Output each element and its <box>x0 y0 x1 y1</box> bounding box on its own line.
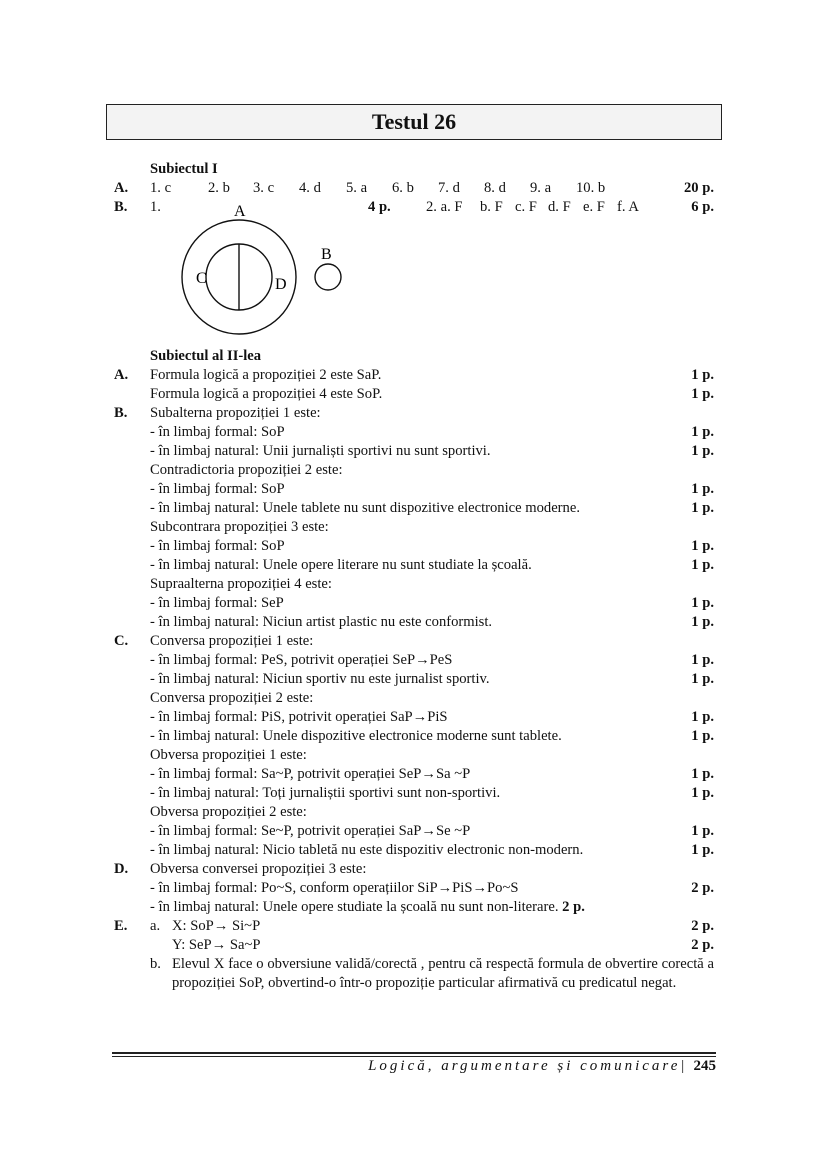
s1-b1-number: 1. <box>150 199 161 215</box>
s2-b-line <box>114 518 714 537</box>
line-points: 1 p. <box>691 842 714 858</box>
line-text: Conversa propoziției 2 este: <box>150 690 314 706</box>
s1-b-label: B. <box>114 199 128 215</box>
line-text: - în limbaj formal: SoP <box>150 538 285 554</box>
label-b: B <box>321 246 332 263</box>
line-text: - în limbaj natural: Niciun sportiv nu este jurnalist sportiv. <box>150 671 490 687</box>
line-text: - în limbaj formal: Po~S, conform operațiilor SiP→PiS→Po~S <box>150 880 519 896</box>
s1-b2-item: c. F <box>515 199 537 215</box>
footer-book-title: Logică, argumentare și comunicare| <box>368 1058 688 1074</box>
s1-b2-item: f. A <box>617 199 639 215</box>
s1-a-label: A. <box>114 180 129 196</box>
line-text: Y: SeP→ Sa~P <box>172 937 261 953</box>
line-text: Contradictoria propoziției 2 este: <box>150 462 343 478</box>
s2-c-line <box>114 746 714 765</box>
s1-b2-points: 6 p. <box>691 199 714 215</box>
s2-c-line <box>114 689 714 708</box>
line-text: - în limbaj formal: Sa~P, potrivit operației SeP→Sa ~P <box>150 766 471 782</box>
s2-a-label: A. <box>114 367 129 383</box>
line-points: 1 p. <box>691 766 714 782</box>
s2-c-line <box>114 822 714 841</box>
line-text: - în limbaj natural: Unii jurnaliști sportivi nu sunt sportivi. <box>150 443 491 459</box>
line-points: 1 p. <box>691 709 714 725</box>
s2-e-b-paragraph <box>150 955 714 993</box>
s2-c-line <box>114 670 714 689</box>
line-points: 1 p. <box>691 557 714 573</box>
s2-a-line <box>114 366 714 385</box>
line-text: Formula logică a propoziției 4 este SoP. <box>150 386 383 402</box>
s2-c-line <box>114 784 714 803</box>
label-a: A <box>234 205 246 220</box>
line-text: - în limbaj formal: SoP <box>150 424 285 440</box>
s2-e-a-number: a. <box>150 918 161 934</box>
line-text: - în limbaj natural: Unele opere literare nu sunt studiate la școală. <box>150 557 532 573</box>
line-points: 2 p. <box>691 880 714 896</box>
line-text: - în limbaj natural: Niciun artist plastic nu este conformist. <box>150 614 493 630</box>
line-text: - în limbaj natural: Nicio tabletă nu este dispozitiv electronic non-modern. <box>150 842 584 858</box>
s2-b-line <box>114 613 714 632</box>
s1-a-item: 9. a <box>530 180 552 196</box>
line-points: 2 p. <box>562 899 585 915</box>
s2-b-line <box>114 537 714 556</box>
line-text: X: SoP→ Si~P <box>172 918 261 934</box>
s1-a-points: 20 p. <box>683 180 714 196</box>
s2-b-line <box>114 499 714 518</box>
circle-b <box>315 264 341 290</box>
label-c: C <box>196 270 207 287</box>
line-points: 1 p. <box>691 500 714 516</box>
line-text: Subcontrara propoziției 3 este: <box>150 519 329 535</box>
line-text: Obversa propoziției 1 este: <box>150 747 307 763</box>
line-text: - în limbaj formal: Se~P, potrivit operației SaP→Se ~P <box>150 823 471 839</box>
s1-b2-item: d. F <box>548 199 571 215</box>
line-text: - în limbaj formal: SeP <box>150 595 284 611</box>
s2-d-line <box>114 860 714 879</box>
line-text: Supraalterna propoziției 4 este: <box>150 576 332 592</box>
line-points: 2 p. <box>691 937 714 953</box>
line-points: 2 p. <box>691 918 714 934</box>
page-footer <box>368 1058 716 1075</box>
line-points: 1 p. <box>691 386 714 402</box>
s2-c-line <box>114 708 714 727</box>
s2-e-line <box>114 936 714 955</box>
label-d: D <box>275 276 287 293</box>
line-text: Obversa conversei propoziției 3 este: <box>150 861 367 877</box>
euler-diagram-svg <box>170 205 410 335</box>
s2-a-line <box>114 385 714 404</box>
s2-d-last-line <box>150 898 585 917</box>
s2-e-b-number: b. <box>150 956 161 972</box>
s2-b-line <box>114 556 714 575</box>
s2-c-line <box>114 632 714 651</box>
s2-c-line <box>114 727 714 746</box>
s2-c-line <box>114 765 714 784</box>
s2-b-label: B. <box>114 405 128 421</box>
line-text: - în limbaj natural: Toți jurnaliștii sportivi sunt non-sportivi. <box>150 785 501 801</box>
s2-c-line <box>114 841 714 860</box>
line-points: 1 p. <box>691 481 714 497</box>
line-points: 1 p. <box>691 728 714 744</box>
page-number: 245 <box>693 1058 716 1074</box>
s2-d-label: D. <box>114 861 129 877</box>
line-points: 1 p. <box>691 443 714 459</box>
subject-2-heading: Subiectul al II-lea <box>150 348 262 364</box>
s2-b-line <box>114 423 714 442</box>
s1-a-item: 4. d <box>299 180 321 196</box>
line-points: 1 p. <box>691 614 714 630</box>
s2-e-b-text: Elevul X face o obversiune validă/corectă , pentru că respectă formula de obvertire corectă a propoziției SoP, obvertind-o într-o propoziție particular afirmativă cu predicatul negat. <box>172 956 714 991</box>
s1-a-item: 10. b <box>576 180 606 196</box>
subject-1-heading-line <box>114 160 714 179</box>
s1-a-item: 1. c <box>150 180 172 196</box>
subject-1-heading: Subiectul I <box>150 161 218 177</box>
line-points: 1 p. <box>691 538 714 554</box>
s2-e-label: E. <box>114 918 128 934</box>
line-points: 1 p. <box>691 785 714 801</box>
line-text: - în limbaj formal: PiS, potrivit operației SaP→PiS <box>150 709 448 725</box>
line-points: 1 p. <box>691 671 714 687</box>
line-points: 1 p. <box>691 424 714 440</box>
s2-d-line <box>114 879 714 898</box>
s2-c-label: C. <box>114 633 129 649</box>
s2-c-line <box>114 651 714 670</box>
line-text: Conversa propoziției 1 este: <box>150 633 314 649</box>
s2-c-line <box>114 803 714 822</box>
s1-a-line <box>114 179 714 198</box>
line-text: - în limbaj formal: SoP <box>150 481 285 497</box>
s1-b2-item: b. F <box>480 199 503 215</box>
answer-key <box>114 160 714 993</box>
line-text: Obversa propoziției 2 este: <box>150 804 307 820</box>
footer-rule <box>112 1052 716 1054</box>
line-text: - în limbaj natural: Unele dispozitive electronice moderne sunt tablete. <box>150 728 562 744</box>
line-points: 1 p. <box>691 367 714 383</box>
s2-b-line <box>114 404 714 423</box>
s1-a-item: 5. a <box>346 180 368 196</box>
line-points: 1 p. <box>691 823 714 839</box>
s1-a-item: 7. d <box>438 180 460 196</box>
s2-b-line <box>114 594 714 613</box>
s1-b1-points: 4 p. <box>368 199 391 215</box>
s2-b-line <box>114 461 714 480</box>
line-points: 1 p. <box>691 595 714 611</box>
s2-e-line <box>114 917 714 936</box>
footer-rule <box>112 1056 716 1057</box>
test-title-box <box>106 104 722 140</box>
s2-b-line <box>114 575 714 594</box>
s1-a-item: 3. c <box>253 180 275 196</box>
s1-b2-item: 2. a. F <box>426 199 463 215</box>
s2-b-line <box>114 480 714 499</box>
line-text: Formula logică a propoziției 2 este SaP. <box>150 367 382 383</box>
s1-b2-item: e. F <box>583 199 605 215</box>
line-text: - în limbaj natural: Unele tablete nu sunt dispozitive electronice moderne. <box>150 500 580 516</box>
s1-a-item: 2. b <box>208 180 230 196</box>
s1-a-item: 8. d <box>484 180 506 196</box>
subject-2-heading-line <box>114 347 714 366</box>
line-text: - în limbaj natural: Unele opere studiate la școală nu sunt non-literare. <box>150 899 559 915</box>
line-text: - în limbaj formal: PeS, potrivit operației SeP→PeS <box>150 652 453 668</box>
s2-b-line <box>114 442 714 461</box>
line-points: 1 p. <box>691 652 714 668</box>
s1-a-item: 6. b <box>392 180 414 196</box>
line-text: Subalterna propoziției 1 este: <box>150 405 321 421</box>
s2-d-line <box>114 898 714 917</box>
test-title: Testul 26 <box>371 109 457 134</box>
